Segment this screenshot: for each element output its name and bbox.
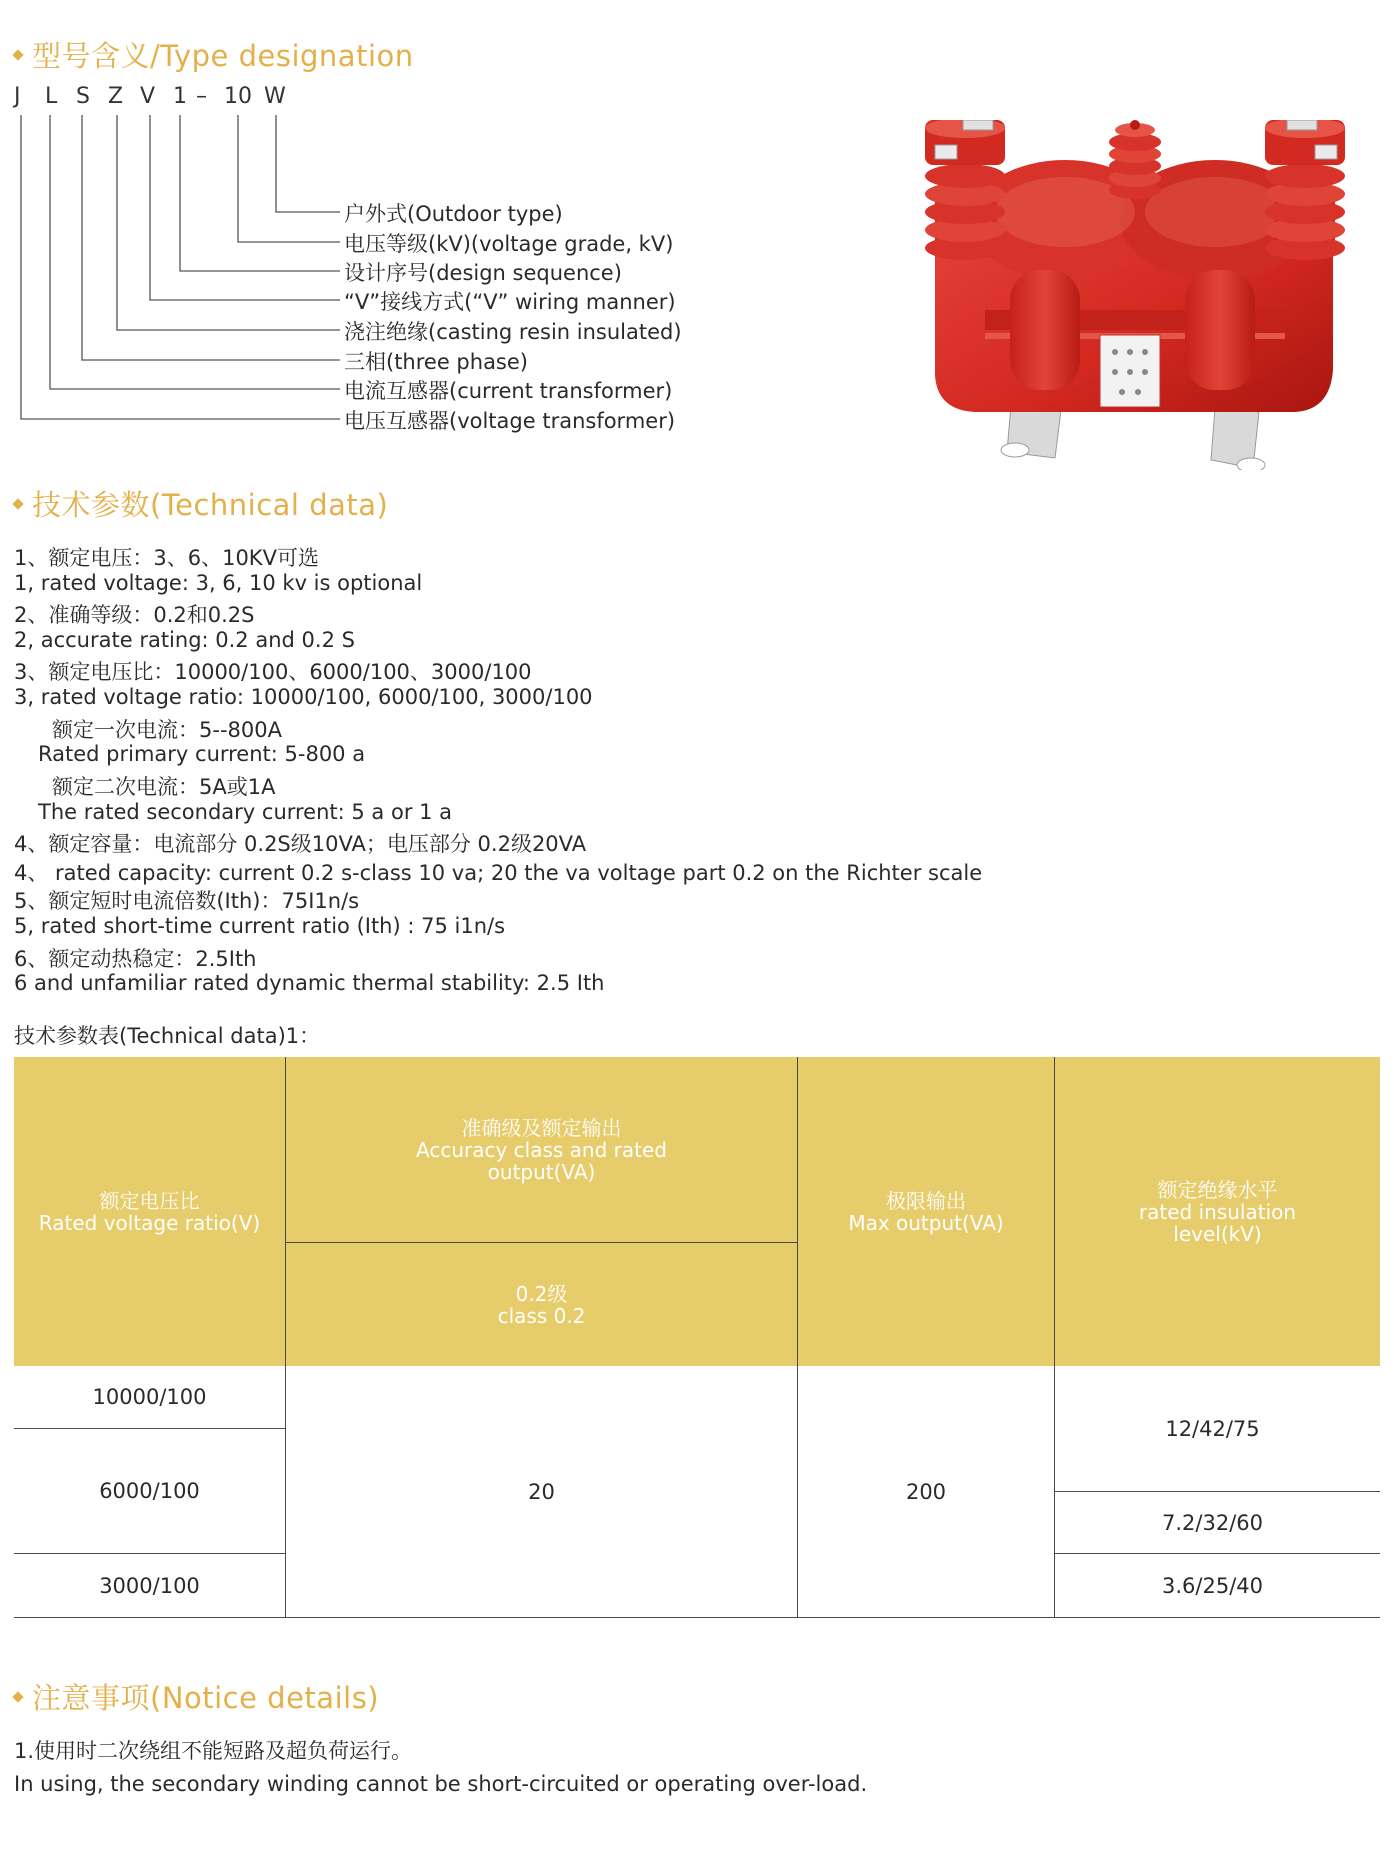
header-accuracy-class: 准确级及额定输出 Accuracy class and rated output(VA)	[286, 1057, 797, 1242]
code-letter: L	[45, 84, 58, 109]
cell-insulation: 12/42/75	[1165, 1416, 1260, 1441]
spec-line: 6 and unfamiliar rated dynamic thermal stability: 2.5 Ith	[14, 971, 605, 995]
code-letter: Z	[108, 84, 124, 109]
cell-insulation: 3.6/25/40	[1162, 1573, 1263, 1598]
cell-class-output: 20	[528, 1479, 555, 1504]
code-letter: 1	[173, 84, 187, 109]
section-title-type-designation: 型号含义/Type designation	[14, 34, 414, 75]
cell-max-output: 200	[905, 1479, 947, 1504]
header-max-output: 极限输出 Max output(VA)	[798, 1057, 1054, 1366]
header-insulation-level: 额定绝缘水平 rated insulation level(kV)	[1055, 1057, 1380, 1366]
spec-line: 2, accurate rating: 0.2 and 0.2 S	[14, 628, 355, 652]
code-letter: S	[76, 84, 90, 109]
technical-data-table	[14, 1057, 1380, 1618]
cell-ratio: 6000/100	[99, 1479, 200, 1503]
spec-line: 1, rated voltage: 3, 6, 10 kv is optional	[14, 571, 423, 595]
section-title-notice: 注意事项(Notice details)	[14, 1676, 379, 1717]
cell-ratio: 10000/100	[92, 1385, 207, 1409]
table-caption: 技术参数表(Technical data)1：	[14, 1024, 321, 1048]
designation-label: 电压等级(kV)(voltage grade, kV)	[344, 232, 674, 256]
spec-line: 2、准确等级：0.2和0.2S	[14, 603, 255, 627]
code-letter: –	[196, 84, 207, 109]
designation-label: 浇注绝缘(casting resin insulated)	[344, 320, 682, 344]
spec-line: 额定二次电流：5A或1A	[52, 775, 276, 799]
code-letter: 10	[224, 84, 252, 109]
code-letter: W	[264, 84, 286, 109]
designation-label: 户外式(Outdoor type)	[344, 202, 563, 226]
header-rated-voltage-ratio: 额定电压比 Rated voltage ratio(V)	[14, 1057, 285, 1366]
notice-en: In using, the secondary winding cannot be short-circuited or operating over-load.	[14, 1772, 868, 1796]
diamond-bullet-icon	[12, 1691, 23, 1702]
spec-line: 5, rated short-time current ratio (Ith) : 75 i1n/s	[14, 914, 506, 938]
designation-label: 电压互感器(voltage transformer)	[344, 409, 676, 433]
designation-label: “V”接线方式(“V” wiring manner)	[344, 290, 676, 314]
cell-insulation: 7.2/32/60	[1162, 1510, 1263, 1535]
spec-line: 6、额定动热稳定：2.5Ith	[14, 947, 257, 971]
designation-bracket-lines	[0, 0, 360, 430]
spec-line: 3, rated voltage ratio: 10000/100, 6000/100, 3000/100	[14, 685, 593, 709]
transformer-product-image	[915, 120, 1355, 470]
notice-cn: 1.使用时二次绕组不能短路及超负荷运行。	[14, 1739, 413, 1763]
cell-ratio: 3000/100	[99, 1573, 200, 1598]
spec-line: 3、额定电压比：10000/100、6000/100、3000/100	[14, 660, 532, 684]
spec-line: 4、 rated capacity: current 0.2 s-class 10 va; 20 the va voltage part 0.2 on the Richter scale	[14, 861, 983, 885]
spec-line: 5、额定短时电流倍数(Ith)：75I1n/s	[14, 889, 360, 913]
spec-line: The rated secondary current: 5 a or 1 a	[38, 800, 453, 824]
spec-line: 额定一次电流：5--800A	[52, 718, 282, 742]
spec-line: 1、额定电压：3、6、10KV可选	[14, 546, 319, 570]
header-class-0-2: 0.2级 class 0.2	[286, 1243, 797, 1366]
designation-label: 三相(three phase)	[344, 350, 528, 374]
designation-label: 电流互感器(current transformer)	[344, 379, 673, 403]
section-title-technical-data: 技术参数(Technical data)	[14, 483, 388, 524]
spec-line: 4、额定容量：电流部分 0.2S级10VA；电压部分 0.2级20VA	[14, 832, 587, 856]
code-letter: V	[140, 84, 156, 109]
code-letter: J	[14, 84, 21, 109]
spec-line: Rated primary current: 5-800 a	[38, 742, 366, 766]
diamond-bullet-icon	[12, 498, 23, 509]
designation-label: 设计序号(design sequence)	[344, 261, 622, 285]
